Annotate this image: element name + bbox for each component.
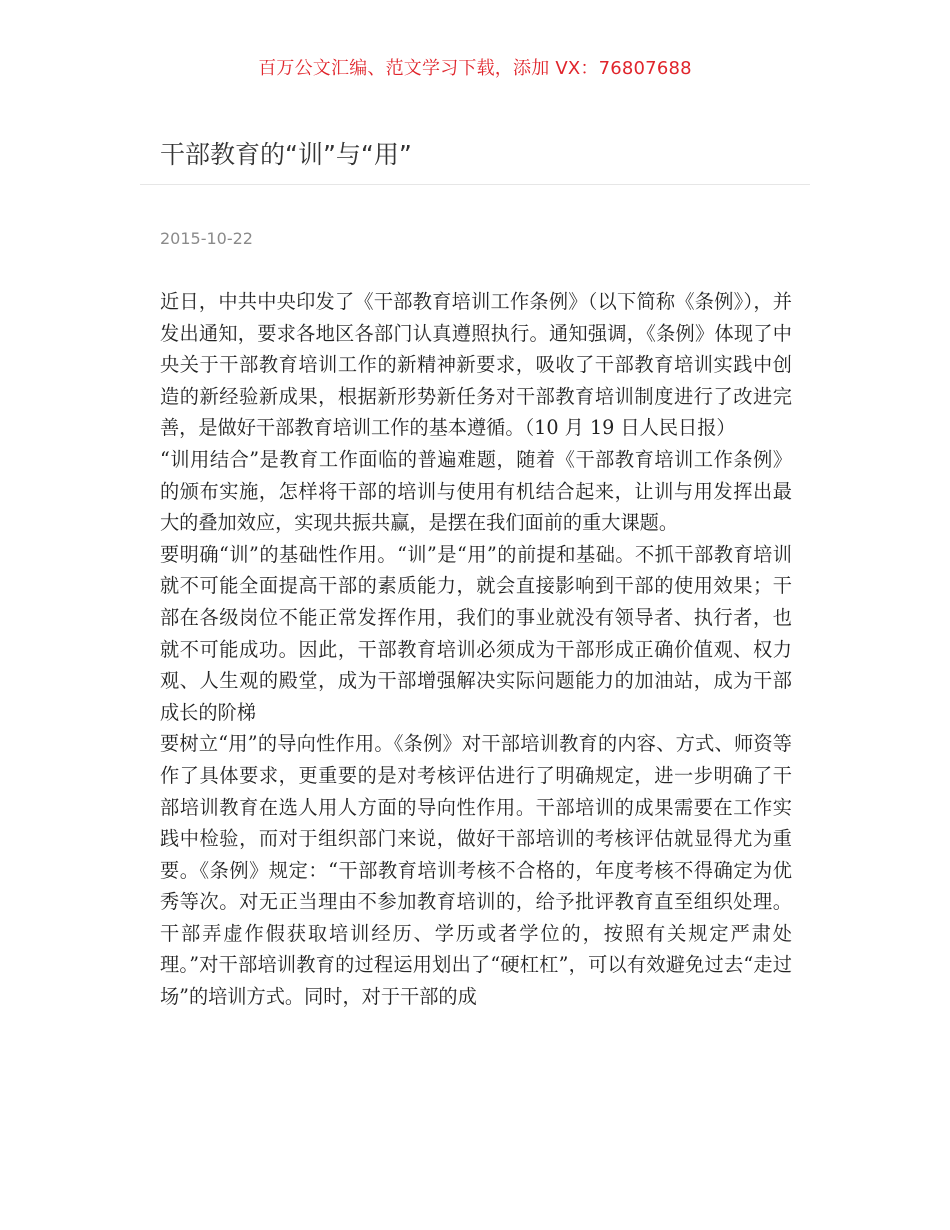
article-paragraph: 要明确“训”的基础性作用。“训”是“用”的前提和基础。不抓干部教育培训就不可能全面提高干部的素质能力，就会直接影响到干部的使用效果；干部在各级岗位不能正常发挥作用，我们的事业就没有领导者、执行者，也就不可能成功。因此，干部教育培训必须成为干部形成正确价值观、权力观、人生观的殿堂，成为干部增强解决实际问题能力的加油站，成为干部成长的阶梯: [160, 542, 792, 724]
publish-date: 2015-10-22: [160, 229, 253, 248]
article-title: 干部教育的“训”与“用”: [160, 140, 412, 169]
promo-banner: 百万公文汇编、范文学习下载，添加 VX：76807688: [258, 58, 692, 79]
article-paragraph: 要树立“用”的导向性作用。《条例》对干部培训教育的内容、方式、师资等作了具体要求，更重要的是对考核评估进行了明确规定，进一步明确了干部培训教育在选人用人方面的导向性作用。干部培训的成果需要在工作实践中检验，而对于组织部门来说，做好干部培训的考核评估就显得尤为重要。《条例》规定：“干部教育培训考核不合格的，年度考核不得确定为优秀等次。对无正当理由不参加教育培训的，给予批评教育直至组织处理。干部弄虚作假获取培训经历、学历或者学位的，按照有关规定严肃处理。”对干部培训教育的过程运用划出了“硬杠杠”，可以有效避免过去“走过场”的培训方式。同时，对于干部的成: [160, 732, 792, 1009]
article-body: [160, 286, 792, 1116]
article-paragraph: “训用结合”是教育工作面临的普遍难题，随着《干部教育培训工作条例》的颁布实施，怎样将干部的培训与使用有机结合起来，让训与用发挥出最大的叠加效应，实现共振共赢，是摆在我们面前的重大课题。: [160, 447, 792, 535]
article-paragraph: 近日，中共中央印发了《干部教育培训工作条例》（以下简称《条例》），并发出通知，要求各地区各部门认真遵照执行。通知强调，《条例》体现了中央关于干部教育培训工作的新精神新要求，吸收了干部教育培训实践中创造的新经验新成果，根据新形势新任务对干部教育培训制度进行了改进完善，是做好干部教育培训工作的基本遵循。（10 月 19 日人民日报）: [160, 290, 792, 440]
title-divider: [140, 184, 810, 185]
